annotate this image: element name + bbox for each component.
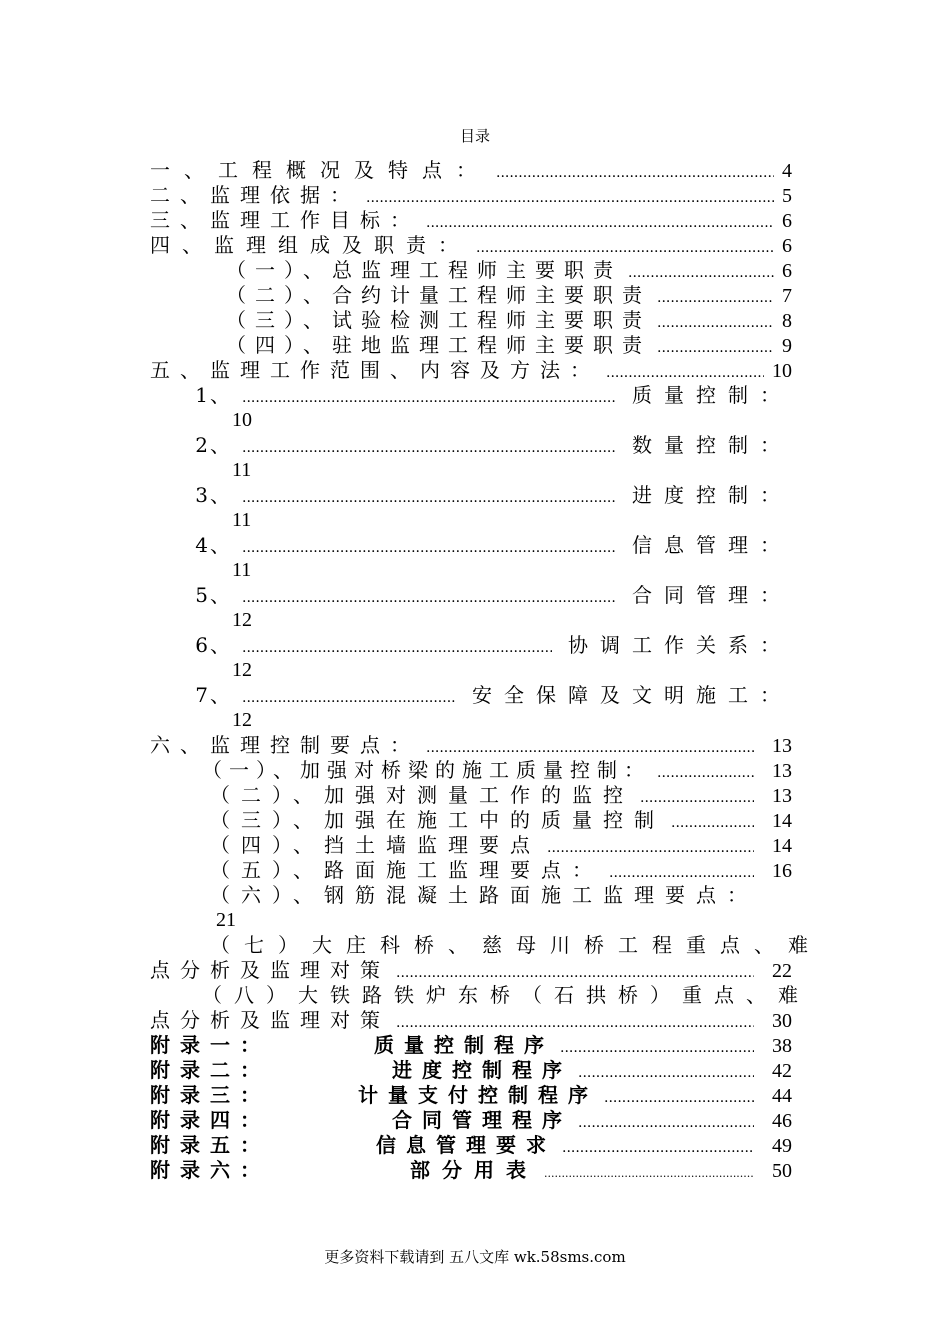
toc-page-number: 4 [782,160,792,182]
leader-dots [242,686,456,711]
leader-dots [560,1036,754,1061]
toc-entry-label: 五、监理工作范围、内容及方法： [150,358,600,382]
toc-entry-5-4-page-line [150,558,792,583]
toc-page-number: 42 [772,1060,792,1082]
toc-entry-6-5[interactable] [150,858,792,883]
appendix-heading: 附录六： [150,1158,270,1182]
toc-entry-5-7-page-line [150,708,792,733]
leader-dots [657,336,774,361]
toc-entry-label: 进度控制程序 [392,1058,572,1082]
toc-entry-label: 点分析及监理对策 [150,1008,390,1032]
toc-entry-label: （三）、加强在施工中的质量控制 [210,808,665,832]
toc-entry-6-6-page-line [150,908,792,933]
toc-entry-label: 合同管理： [632,583,792,607]
toc-appendix-4[interactable] [150,1108,792,1133]
toc-entry-label: 六、监理控制要点： [150,733,420,757]
leader-dots [242,586,616,611]
leader-dots [657,286,774,311]
leader-dots [578,1111,754,1136]
toc-entry-5-1[interactable] [150,383,792,408]
toc-entry-6-4[interactable] [150,833,792,858]
toc-entry-number: 5、 [195,583,232,607]
appendix-heading: 附录二： [150,1058,270,1082]
toc-page-number: 5 [782,185,792,207]
toc-page-number: 8 [782,310,792,332]
toc-entry-label: （二）、合约计量工程师主要职责 [226,283,651,307]
toc-page-number: 6 [782,260,792,282]
toc-page-number: 21 [216,909,236,931]
toc-page-number: 7 [782,285,792,307]
toc-page-number: 11 [232,509,252,531]
toc-entry-5-5-page-line [150,608,792,633]
toc-entry-label: 安全保障及文明施工： [472,683,792,707]
toc-entry-label: （八）大铁路铁炉东桥（石拱桥）重点、难 [202,983,810,1007]
toc-page-number: 12 [232,659,252,681]
toc-entry-6-7-cont[interactable] [150,958,792,983]
toc-appendix-6[interactable] [150,1158,792,1183]
toc-entry-3[interactable] [150,208,792,233]
toc-entry-label: （七）大庄科桥、慈母川桥工程重点、难 [210,933,822,957]
leader-dots [657,761,754,786]
toc-page-number: 44 [772,1085,792,1107]
toc-entry-5-1-page-line [150,408,792,433]
toc-entry-6[interactable] [150,733,792,758]
toc-page-number: 10 [232,409,252,431]
appendix-heading: 附录三： [150,1083,270,1107]
table-of-contents [150,158,822,1183]
toc-entry-label: 点分析及监理对策 [150,958,390,982]
toc-entry-5-2[interactable] [150,433,792,458]
toc-page-number: 38 [772,1035,792,1057]
toc-entry-label: （一）、加强对桥梁的施工质量控制： [202,758,651,782]
toc-page-number: 12 [232,609,252,631]
toc-entry-label: 部分用表 [410,1158,538,1182]
toc-entry-6-8[interactable] [150,983,810,1008]
toc-entry-6-6[interactable] [150,883,792,908]
toc-page-number: 12 [232,709,252,731]
toc-entry-5-2-page-line [150,458,792,483]
toc-page-number: 6 [782,210,792,232]
toc-entry-6-2[interactable] [150,783,792,808]
toc-entry-5-3-page-line [150,508,792,533]
toc-entry-label: 信息管理要求 [376,1133,556,1157]
toc-appendix-1[interactable] [150,1033,792,1058]
toc-entry-label: （六）、钢筋混凝土路面施工监理要点： [210,883,758,907]
leader-dots [242,486,616,511]
leader-dots [544,1161,754,1186]
toc-entry-5[interactable] [150,358,792,383]
toc-entry-5-6-page-line [150,658,792,683]
toc-entry-label: （三）、试验检测工程师主要职责 [226,308,651,332]
toc-entry-4-1[interactable] [150,258,792,283]
toc-entry-6-3[interactable] [150,808,792,833]
toc-entry-number: 3、 [195,483,232,507]
toc-entry-label: 二、监理依据： [150,183,360,207]
leader-dots [562,1136,754,1161]
appendix-heading: 附录一： [150,1033,270,1057]
toc-entry-6-8-cont[interactable] [150,1008,792,1033]
toc-entry-label: 质量控制： [632,383,792,407]
toc-entry-label: （四）、挡土墙监理要点 [210,833,541,857]
toc-page-number: 9 [782,335,792,357]
toc-entry-label: （五）、路面施工监理要点： [210,858,603,882]
appendix-heading: 附录四： [150,1108,270,1132]
toc-entry-number: 4、 [195,533,232,557]
toc-entry-5-4[interactable] [150,533,792,558]
toc-entry-6-1[interactable] [150,758,792,783]
toc-entry-label: 协调工作关系： [568,633,792,657]
toc-entry-label: 数量控制： [632,433,792,457]
leader-dots [426,211,774,236]
toc-entry-label: 四、监理组成及职责： [150,233,470,257]
toc-page-number: 46 [772,1110,792,1132]
toc-entry-label: 信息管理： [632,533,792,557]
toc-entry-label: 合同管理程序 [392,1108,572,1132]
toc-entry-5-5[interactable] [150,583,792,608]
leader-dots [242,436,616,461]
toc-entry-label: 质量控制程序 [374,1033,554,1057]
toc-page-number: 13 [772,760,792,782]
toc-page-number: 6 [782,235,792,257]
toc-page-number: 49 [772,1135,792,1157]
leader-dots [604,1086,754,1111]
toc-page-number: 13 [772,785,792,807]
toc-page-number: 10 [772,360,792,382]
toc-entry-number: 6、 [195,633,232,657]
toc-entry-label: 一、工程概况及特点： [150,158,490,182]
toc-entry-number: 7、 [195,683,232,707]
toc-entry-label: 计量支付控制程序 [358,1083,598,1107]
toc-entry-5-6[interactable] [150,633,792,658]
toc-appendix-2[interactable] [150,1058,792,1083]
toc-page-number: 11 [232,459,252,481]
toc-entry-label: 进度控制： [632,483,792,507]
toc-page-number: 11 [232,559,252,581]
toc-page-number: 16 [772,860,792,882]
leader-dots [496,161,774,186]
toc-entry-4[interactable] [150,233,792,258]
toc-entry-4-2[interactable] [150,283,792,308]
toc-page-number: 14 [772,835,792,857]
toc-entry-number: 1、 [195,383,232,407]
toc-entry-2[interactable] [150,183,792,208]
leader-dots [242,536,616,561]
leader-dots [671,811,754,836]
toc-entry-5-7[interactable] [150,683,792,708]
leader-dots [242,636,552,661]
toc-appendix-5[interactable] [150,1133,792,1158]
toc-page-number: 50 [772,1160,792,1182]
toc-page-number: 30 [772,1010,792,1032]
toc-entry-label: 三、监理工作目标： [150,208,420,232]
toc-entry-number: 2、 [195,433,232,457]
appendix-heading: 附录五： [150,1133,270,1157]
toc-page-number: 22 [772,960,792,982]
toc-page-number: 14 [772,810,792,832]
toc-entry-label: （四）、驻地监理工程师主要职责 [226,333,651,357]
page-footer: 更多资料下载请到 五八文库 wk.58sms.com [324,1248,626,1266]
toc-entry-4-3[interactable] [150,308,792,333]
leader-dots [242,386,616,411]
toc-entry-5-3[interactable] [150,483,792,508]
leader-dots [366,186,774,211]
toc-entry-6-7[interactable] [150,933,822,958]
toc-entry-label: （一）、总监理工程师主要职责 [226,258,622,282]
leader-dots [578,1061,754,1086]
toc-entry-label: （二）、加强对测量工作的监控 [210,783,634,807]
leader-dots [657,311,774,336]
document-title: 目录 [459,127,490,145]
toc-entry-1[interactable] [150,158,792,183]
toc-entry-4-4[interactable] [150,333,792,358]
toc-page-number: 13 [772,735,792,757]
toc-appendix-3[interactable] [150,1083,792,1108]
